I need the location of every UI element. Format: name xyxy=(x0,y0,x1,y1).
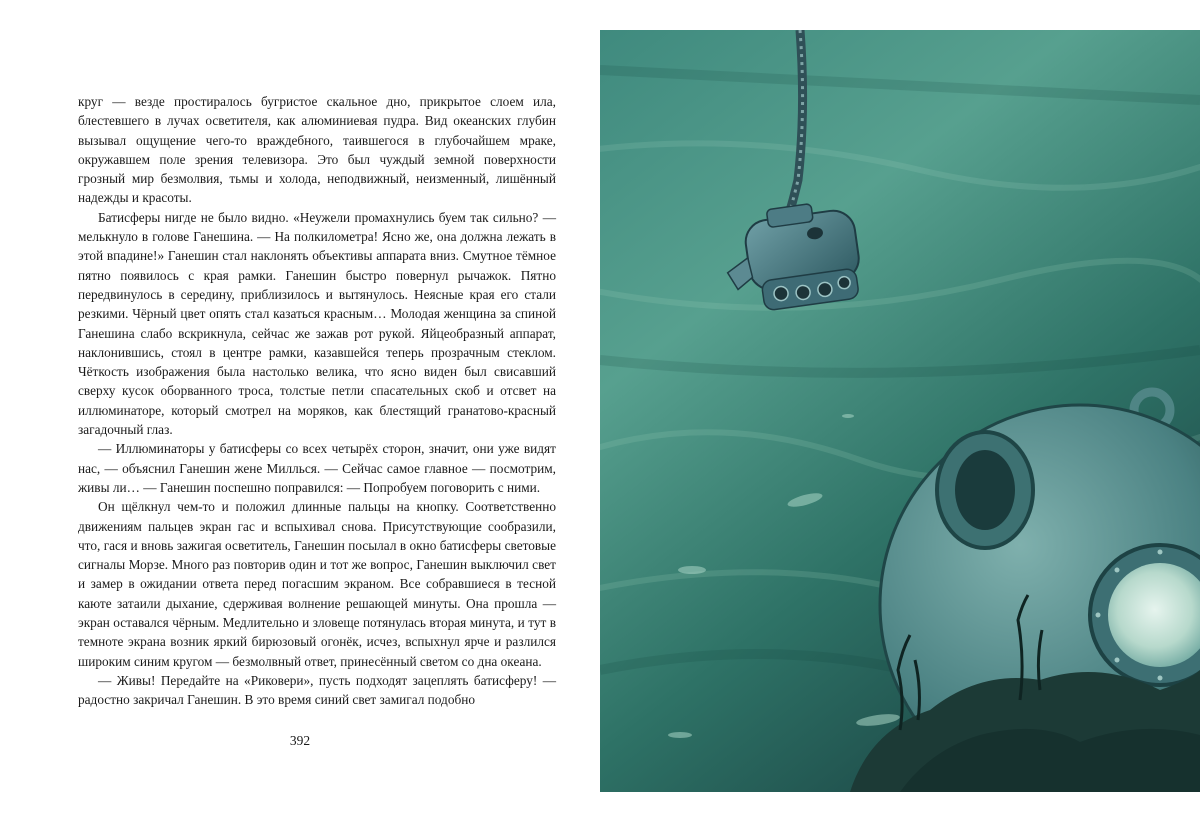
paragraph: — Иллюминаторы у батисферы со всех четырёх сторон, значит, они уже видят нас, — объяснил Ганешин жене Миллься. — Сейчас самое главное — посмотрим, живы ли… — Ганешин поспешно поправился: — Попробуем поговорить с ними. xyxy=(78,441,556,495)
body-text xyxy=(78,92,556,710)
paragraph: круг — везде простиралось бугристое скальное дно, прикрытое слоем ила, блестевшего в лучах осветителя, как алюминиевая пудра. Вид океанских глубин вызывал ощущение чего-то враждебного, таившегося в глубочайшем мраке, окружавшем поле зрения телевизора. Это был чуждый земной поверхности грозный мир безмолвия, тьмы и холода, неподвижный, неизменный, лишённый надежды и красоты. xyxy=(78,94,556,206)
underwater-illustration xyxy=(600,30,1200,792)
illustration xyxy=(600,30,1200,792)
page-number: 392 xyxy=(289,733,311,748)
paragraph: Он щёлкнул чем-то и положил длинные пальцы на кнопку. Соответственно движениям пальцев экран гас и вспыхивал снова. Присутствующие сообразили, что, гася и вновь зажигая осветитель, Ганешин посылал в окно батисферы световые сигналы Морзе. Много раз повторив один и тот же вопрос, Ганешин выключил свет и замер в ожидании ответа перед погасшим экраном. Все собравшиеся в тесной каюте затаили дыхание, сдерживая волнение решающей минуты. Она прошла — экран оставался чёрным. Медлительно и зловеще потянулась вторая минута, и тут в темноте экрана возник яркий бирюзовый огонёк, исчез, вспыхнул ярче и разлился широким синим кругом — безмолвный ответ, принесённый светом со дна океана. xyxy=(78,499,556,669)
paragraph: — Живы! Передайте на «Риковери», пусть подходят зацеплять батисферу! — радостно закричал Ганешин. В это время синий свет замигал подобно xyxy=(78,672,556,708)
paragraph: Батисферы нигде не было видно. «Неужели промахнулись буем так сильно? — мелькнуло в голове Ганешина. — На полкилометра! Ясно же, она должна лежать в этой впадине!» Ганешин стал наклонять объективы аппарата вниз. Смутное тёмное пятно появилось с края рамки. Ганешин быстро повернул рычажок. Пятно передвинулось в середину, приблизилось и вытянулось. Неясные края его стали резкими. Чёрный цвет опять стал казаться красным… Молодая женщина за спиной Ганешина слабо вскрикнула, сейчас же зажав рот рукой. Яйцеобразный аппарат, наклонившись, стоял в центре рамки, казавшейся теперь прозрачным стеклом. Чёткость изображения была настолько велика, что ясно виден был свисавший сверху кусок оборванного троса, толстые петли спасательных скоб и отсвет на иллюминаторе, который смотрел на моряков, как блестящий гранатово-красный загадочный глаз. xyxy=(78,209,556,438)
